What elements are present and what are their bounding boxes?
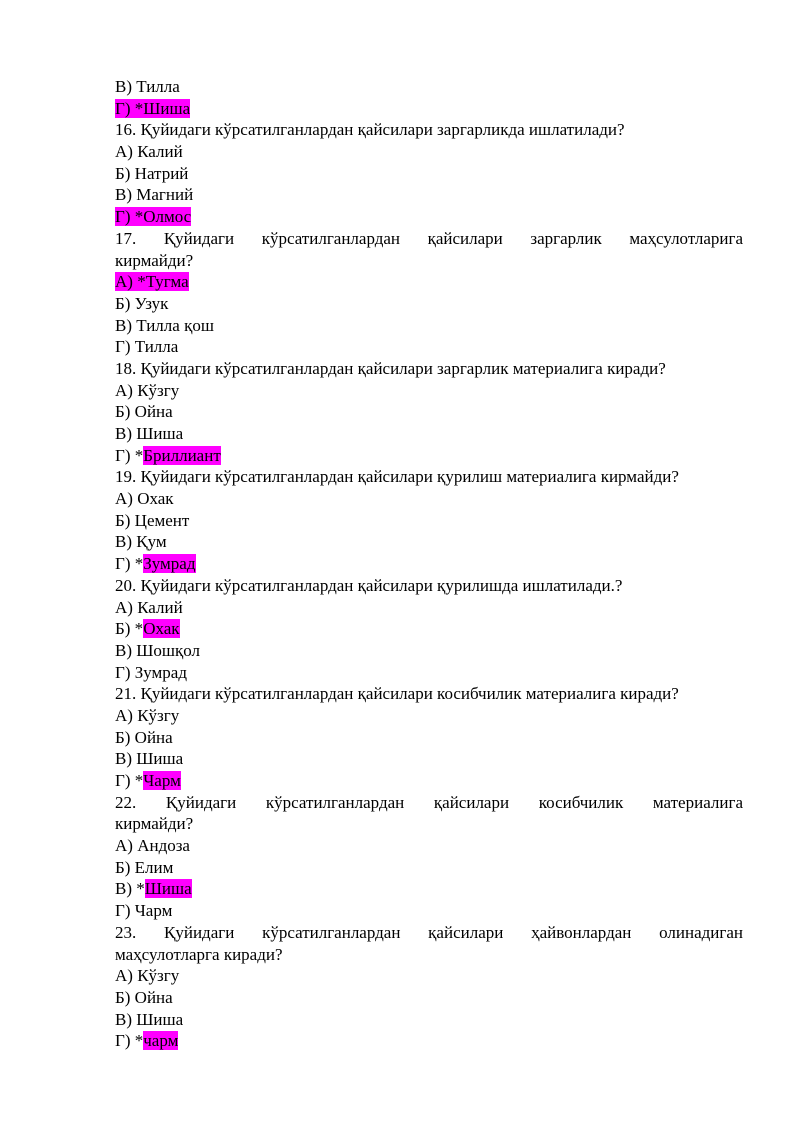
answer-option: [115, 184, 743, 206]
answer-prefix: Г) *: [115, 554, 144, 574]
line-text: Б) Натрий: [115, 163, 189, 183]
answer-option: [115, 900, 743, 922]
answer-option: [115, 488, 743, 510]
correct-answer-highlight: Зумрад: [143, 554, 196, 574]
answer-option: [115, 336, 743, 358]
correct-answer-highlight: чарм: [143, 1031, 179, 1051]
answer-prefix: Г) *: [115, 1031, 144, 1051]
line-text: В) Шиша: [115, 1009, 184, 1029]
line-text: А) Кўзгу: [115, 380, 180, 400]
question-text: [115, 575, 743, 597]
answer-option: [115, 380, 743, 402]
answer-option: [115, 748, 743, 770]
question-line: кирмайди?: [115, 250, 194, 270]
question-text: [115, 922, 743, 965]
answer-option: [115, 163, 743, 185]
line-text: В) Шиша: [115, 424, 184, 443]
answer-option: [115, 98, 743, 120]
question-line: кирмайди?: [115, 814, 194, 834]
correct-answer-highlight: Бриллиант: [143, 445, 221, 465]
answer-option: [115, 401, 743, 423]
document-page: [115, 76, 743, 1052]
line-text: Б) Узук: [115, 293, 169, 313]
line-text: 16. Қуйидаги кўрсатилганлардан қайсилари заргарликда ишлатилади?: [115, 120, 625, 140]
answer-prefix: Г) *: [115, 445, 144, 465]
line-text: Б) Цемент: [115, 510, 190, 530]
answer-option: [115, 141, 743, 163]
answer-option: [115, 271, 743, 293]
line-text: А) Кўзгу: [115, 966, 180, 986]
question-line: 17. Қуйидаги кўрсатилганлардан қайсилари заргарлик маҳсулотларига: [115, 228, 743, 248]
correct-answer-highlight: Шиша: [144, 879, 192, 899]
line-text: Г) Тилла: [115, 337, 179, 357]
answer-option: [115, 445, 743, 467]
question-text: [115, 466, 743, 488]
answer-option: [115, 553, 743, 575]
line-text: А) Охак: [115, 489, 174, 509]
line-text: В) Магний: [115, 185, 194, 205]
line-text: В) Қум: [115, 532, 167, 552]
line-text: А) Калий: [115, 142, 183, 162]
answer-option: [115, 76, 743, 98]
line-text: А) Кўзгу: [115, 705, 180, 725]
answer-option: [115, 705, 743, 727]
answer-option: [115, 987, 743, 1009]
question-text: [115, 358, 743, 380]
line-text: А) Калий: [115, 597, 183, 617]
answer-prefix: В) *: [115, 879, 145, 899]
answer-prefix: Г) *: [115, 771, 144, 790]
answer-option: [115, 597, 743, 619]
line-text: 20. Қуйидаги кўрсатилганлардан қайсилари қурилишда ишлатилади.?: [115, 575, 623, 595]
answer-prefix: Б) *: [115, 619, 144, 639]
line-text: В) Тилла: [115, 77, 180, 96]
question-text: [115, 683, 743, 705]
question-text: [115, 228, 743, 271]
answer-option: [115, 640, 743, 662]
answer-option: [115, 835, 743, 857]
correct-answer-highlight: Г) *Шиша: [115, 98, 191, 118]
line-text: В) Шошқол: [115, 640, 201, 660]
line-text: Б) Ойна: [115, 987, 173, 1007]
correct-answer-highlight: Охак: [143, 619, 180, 639]
answer-option: [115, 770, 743, 792]
line-text: 18. Қуйидаги кўрсатилганлардан қайсилари заргарлик материалига киради?: [115, 358, 666, 378]
line-text: В) Шиша: [115, 749, 184, 769]
answer-option: [115, 1009, 743, 1031]
question-text: [115, 792, 743, 835]
line-text: 19. Қуйидаги кўрсатилганлардан қайсилари қурилиш материалига кирмайди?: [115, 467, 679, 487]
question-line: 23. Қуйидаги кўрсатилганлардан қайсилари ҳайвонлардан олинадиган: [115, 922, 743, 942]
question-text: [115, 119, 743, 141]
correct-answer-highlight: Г) *Олмос: [115, 207, 192, 227]
answer-option: [115, 510, 743, 532]
line-text: Г) Чарм: [115, 901, 173, 921]
answer-option: [115, 206, 743, 228]
answer-option: [115, 857, 743, 879]
answer-option: [115, 662, 743, 684]
answer-option: [115, 878, 743, 900]
answer-option: [115, 315, 743, 337]
line-text: Г) Зумрад: [115, 662, 187, 682]
answer-option: [115, 293, 743, 315]
answer-option: [115, 423, 743, 445]
answer-option: [115, 965, 743, 987]
line-text: Б) Ойна: [115, 727, 173, 747]
correct-answer-highlight: Чарм: [143, 771, 181, 790]
line-text: А) Андоза: [115, 836, 190, 856]
question-line: маҳсулотларга киради?: [115, 944, 283, 964]
line-text: В) Тилла қош: [115, 315, 214, 335]
answer-option: [115, 727, 743, 749]
answer-option: [115, 618, 743, 640]
line-text: Б) Елим: [115, 857, 174, 877]
line-text: Б) Ойна: [115, 402, 173, 422]
line-text: 21. Қуйидаги кўрсатилганлардан қайсилари косибчилик материалига киради?: [115, 684, 679, 704]
question-line: 22. Қуйидаги кўрсатилганлардан қайсилари косибчилик материалига: [115, 792, 743, 812]
answer-option: [115, 531, 743, 553]
correct-answer-highlight: А) *Тугма: [115, 272, 189, 292]
answer-option: [115, 1030, 743, 1052]
